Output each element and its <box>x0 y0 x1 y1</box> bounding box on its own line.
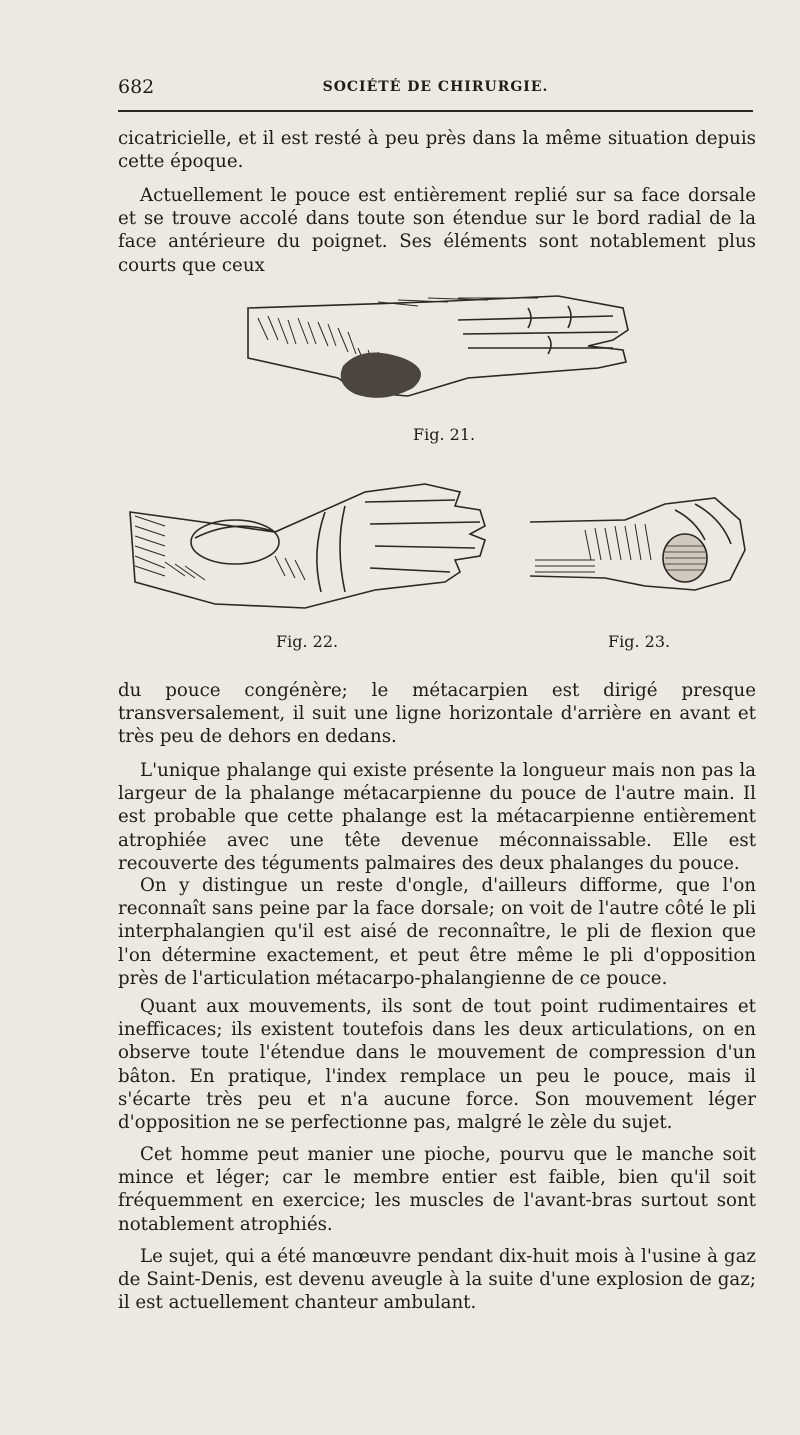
page-number: 682 <box>118 76 155 98</box>
figure-22-caption: Fig. 22. <box>276 632 339 651</box>
figure-22-illustration <box>125 472 495 612</box>
paragraph-6: Quant aux mouvements, ils sont de tout point rudimentaires et inefficaces; ils existent toutefois dans les deux articulations, on en observe toute l'étendue dans le mouvement de compression d'un bâton. En pratique, l'index remplace un peu le pouce, mais il s'écarte très peu et n'a aucune force. Son mouvement léger d'opposition ne se perfectionne pas, malgré le zèle du sujet. <box>118 996 756 1134</box>
paragraph-7: Cet homme peut manier une pioche, pourvu que le manche soit mince et léger; car le membre entier est faible, bien qu'il soit fréquemment en exercice; les muscles de l'avant-bras surtout sont notablement atrophiés. <box>118 1144 756 1235</box>
figure-21-illustration <box>228 288 638 408</box>
paragraph-2: Actuellement le pouce est entièrement replié sur sa face dorsale et se trouve accolé dans toute son étendue sur le bord radial de la face antérieure du poignet. Ses éléments sont notablement plus courts que ceux <box>118 185 756 276</box>
header-rule <box>118 110 753 112</box>
figure-21-caption: Fig. 21. <box>413 425 476 444</box>
paragraph-3: du pouce congénère; le métacarpien est dirigé presque transversalement, il suit une ligne horizontale d'arrière en avant et très peu de dehors en dedans. <box>118 680 756 748</box>
running-title: SOCIÉTÉ DE CHIRURGIE. <box>322 79 549 95</box>
figure-23-caption: Fig. 23. <box>608 632 671 651</box>
paragraph-5: On y distingue un reste d'ongle, d'ailleurs difforme, que l'on reconnaît sans peine par la face dorsale; on voit de l'autre côté le pli interphalangien qu'il est aisé de reconnaître, le pli de flexion que l'on détermine exactement, et peut être même le pli d'opposition près de l'articulation métacarpo-phalangienne de ce pouce. <box>118 875 756 989</box>
paragraph-4: L'unique phalange qui existe présente la longueur mais non pas la largeur de la phalange métacarpienne du pouce de l'autre main. Il est probable que cette phalange est la métacarpienne entièrement atrophiée avec une tête devenue méconnaissable. Elle est recouverte des téguments palmaires des deux phalanges du pouce. <box>118 760 756 874</box>
paragraph-1: cicatricielle, et il est resté à peu près dans la même situation depuis cette époque. <box>118 128 756 173</box>
page-header <box>118 76 753 100</box>
paragraph-8: Le sujet, qui a été manœuvre pendant dix-huit mois à l'usine à gaz de Saint-Denis, est devenu aveugle à la suite d'une explosion de gaz; il est actuellement chanteur ambulant. <box>118 1246 756 1314</box>
figure-23-illustration <box>525 490 755 600</box>
